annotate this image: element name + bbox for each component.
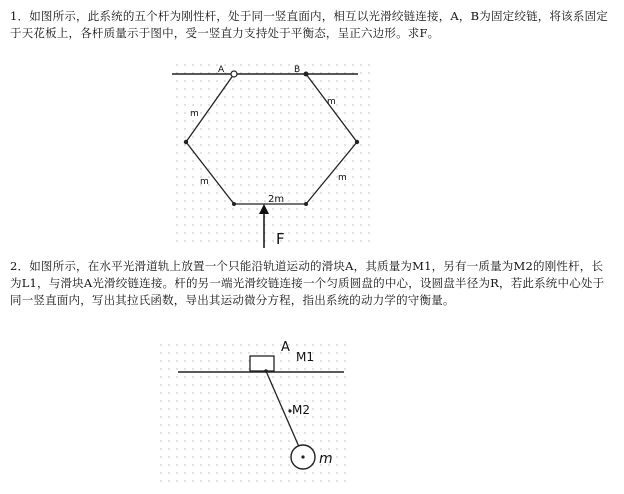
problem-1-text: 1．如图所示，此系统的五个杆为刚性杆，处于同一竖直面内，相互以光滑绞链连接，A，B为固定绞链，将该系固定于天花板上，各杆质量示于图中，受一竖直力支持处于平衡态，呈正六边形。求F。 xyxy=(10,9,608,40)
mass-upper-right: m xyxy=(327,97,336,107)
hinge-left xyxy=(184,140,188,144)
hinge-b xyxy=(304,72,309,77)
mass-bottom: 2m xyxy=(268,194,285,205)
hinge-bottom-left xyxy=(232,202,236,206)
disk-mass-label: m xyxy=(319,451,333,467)
mass-upper-left: m xyxy=(190,109,199,119)
label-a: A xyxy=(218,65,225,75)
mass-lower-right: m xyxy=(338,173,347,183)
hinge-right xyxy=(355,140,359,144)
slider-label: A xyxy=(281,340,290,355)
problem-2-text: 2．如图所示，在水平光滑道轨上放置一个只能沿轨道运动的滑块A，其质量为M1，另有一质量为M2的刚性杆，长为L1，与滑块A光滑绞链连接。杆的另一端光滑绞链连接一个匀质圆盘的中心，设圆盘半径为R，若此系统中心处于同一竖直面内，写出其拉氏函数，导出其运动微分方程，指出系统的动力学的守衡量。 xyxy=(10,259,605,307)
label-b: B xyxy=(294,65,301,75)
hinge-a xyxy=(231,71,237,77)
disk-center xyxy=(301,455,304,458)
mass-lower-left: m xyxy=(200,177,209,187)
force-label: F xyxy=(276,230,285,248)
slider-mass-label: M1 xyxy=(296,350,314,364)
figure-1-dot-grid xyxy=(170,62,375,245)
figure-2-slider-rod-disk xyxy=(156,340,351,488)
slider-block xyxy=(250,356,274,371)
rod-mass-label: M2 xyxy=(292,403,310,417)
hinge-bottom-right xyxy=(304,202,308,206)
figure-1-hexagon xyxy=(170,62,375,248)
